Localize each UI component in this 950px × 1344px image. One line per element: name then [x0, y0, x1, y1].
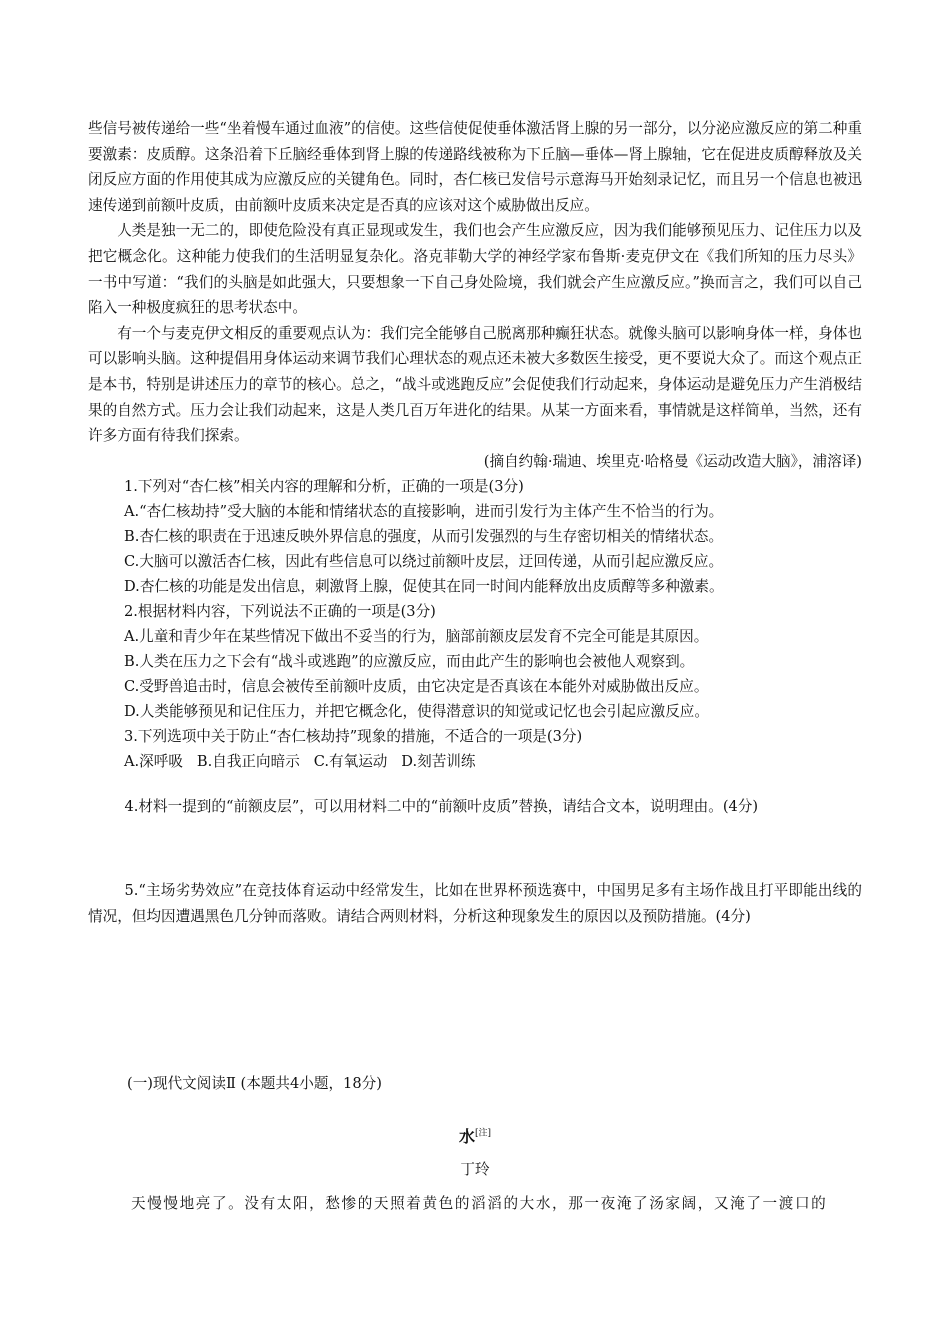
- passage-body: [88, 116, 862, 929]
- question-2-option-b: B.人类在压力之下会有“战斗或逃跑”的应激反应，而由此产生的影响也会被他人观察到。: [124, 653, 695, 671]
- question-1-option-c: C.大脑可以激活杏仁核，因此有些信息可以绕过前额叶皮层，迂回传递，从而引起应激反应。: [124, 553, 724, 571]
- paragraph-2: 人类是独一无二的，即使危险没有真正显现或发生，我们也会产生应激反应，因为我们能够预见压力、记住压力以及把它概念化。这种能力使我们的生活明显复杂化。洛克菲勒大学的神经学家布鲁斯·麦克伊文在《我们所知的压力尽头》一书中写道：“我们的头脑是如此强大，只要想象一下自己身处险境，我们就会产生应激反应。”换而言之，我们可以自己陷入一种极度疯狂的思考状态中。: [88, 222, 862, 317]
- question-3-stem: 3.下列选项中关于防止“杏仁核劫持”现象的措施，不适合的一项是(3分): [124, 728, 583, 746]
- note-marker: [注]: [474, 1128, 492, 1139]
- question-1-stem: 1.下列对“杏仁核”相关内容的理解和分析，正确的一项是(3分): [124, 478, 524, 496]
- story-author: 丁玲: [460, 1161, 490, 1178]
- question-2-option-c: C.受野兽追击时，信息会被传至前额叶皮质，由它决定是否真该在本能外对威胁做出反应。: [124, 678, 709, 696]
- question-3-options: A.深呼吸 B.自我正向暗示 C.有氧运动 D.刻苦训练: [124, 753, 476, 771]
- question-2-option-d: D.人类能够预见和记住压力，并把它概念化，使得潜意识的知觉或记忆也会引起应激反应。: [124, 703, 709, 721]
- story-title-text: 水: [458, 1127, 475, 1146]
- question-2-option-a: A.儿童和青少年在某些情况下做出不妥当的行为，脑部前额皮层发育不完全可能是其原因。: [124, 628, 709, 646]
- question-5: 5.“主场劣势效应”在竞技体育运动中经常发生，比如在世界杯预选赛中，中国男足多有主场作战且打平即能出线的情况，但均因遭遇黑色几分钟而落败。请结合两则材料，分析这种现象发生的原因以及预防措施。(4分): [88, 881, 862, 925]
- question-1-option-a: A.“杏仁核劫持”受大脑的本能和情绪状态的直接影响，进而引发行为主体产生不恰当的行为。: [124, 503, 724, 521]
- story-title: [0, 1124, 950, 1147]
- question-1-option-b: B.杏仁核的职责在于迅速反映外界信息的强度，从而引发强烈的与生存密切相关的情绪状态。: [124, 528, 724, 546]
- question-2-stem: 2.根据材料内容，下列说法不正确的一项是(3分): [124, 603, 436, 621]
- paragraph-1: 些信号被传递给一些“坐着慢车通过血液”的信使。这些信使促使垂体激活肾上腺的另一部分，以分泌应激反应的第二种重要激素：皮质醇。这条沿着下丘脑经垂体到肾上腺的传递路线被称为下丘脑—垂体—肾上腺轴，它在促进皮质醇释放及关闭反应方面的作用使其成为应激反应的关键角色。同时，杏仁核已发信号示意海马开始刻录记忆，而且另一个信息也被迅速传递到前额叶皮质，由前额叶皮质来决定是否真的应该对这个威胁做出反应。: [88, 120, 862, 214]
- paragraph-3: 有一个与麦克伊文相反的重要观点认为：我们完全能够自己脱离那种癫狂状态。就像头脑可以影响身体一样，身体也可以影响头脑。这种提倡用身体运动来调节我们心理状态的观点还未被大多数医生接受，更不要说大众了。而这个观点正是本书，特别是讲述压力的章节的核心。总之，“战斗或逃跑反应”会促使我们行动起来，身体运动是避免压力产生消极结果的自然方式。压力会让我们动起来，这是人类几百万年进化的结果。从某一方面来看，事情就是这样简单，当然，还有许多方面有待我们探索。: [88, 324, 862, 445]
- story-first-line: 天慢慢地亮了。没有太阳，愁惨的天照着黄色的滔滔的大水，那一夜淹了汤家阔，又淹了一渡口的: [131, 1195, 828, 1212]
- question-4: 4.材料一提到的“前额皮层”，可以用材料二中的“前额叶皮质”替换，请结合文本，说明理由。(4分): [124, 798, 759, 816]
- source-citation: (摘自约翰·瑞迪、埃里克·哈格曼《运动改造大脑》，浦溶译): [483, 452, 862, 470]
- question-1-option-d: D.杏仁核的功能是发出信息，刺激肾上腺，促使其在同一时间内能释放出皮质醇等多种激素。: [124, 578, 724, 596]
- section-heading: (一)现代文阅读Ⅱ (本题共4小题，18分): [127, 1075, 382, 1092]
